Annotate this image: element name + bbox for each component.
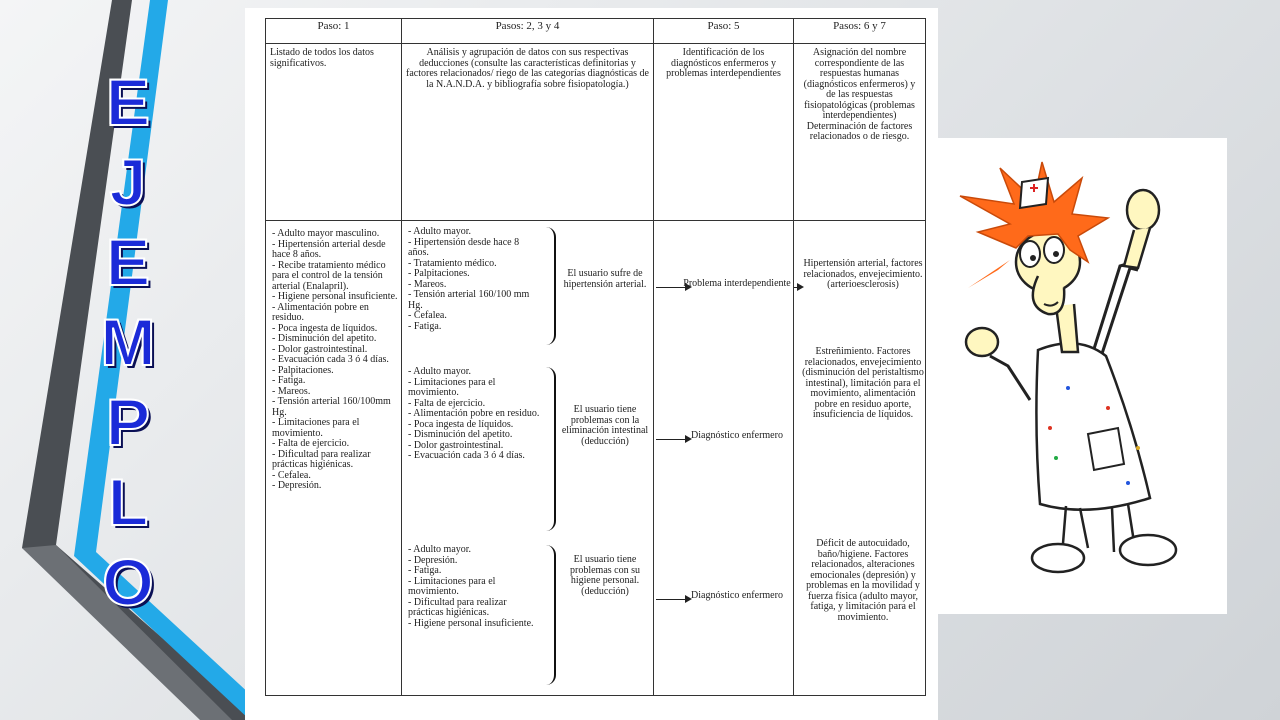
desc-step-1: Listado de todos los datos significativos. (266, 44, 402, 221)
group-items: - Adulto mayor. - Hipertensión desde hace 8 años. - Tratamiento médico. - Palpitaciones. - Mareos. - Tensión arterial 160/100 mm Hg. - Cefalea. - Fatiga. (408, 226, 530, 332)
header-steps-2-4: Pasos: 2, 3 y 4 (402, 19, 654, 44)
group-deduction: El usuario sufre de hipertensión arterial. (563, 268, 647, 290)
vertical-title (88, 62, 168, 622)
group-deduction: El usuario tiene problemas con la eliminación intestinal (deducción) (561, 404, 649, 447)
title-letter: L (107, 465, 149, 539)
arrow-right-icon (794, 287, 802, 288)
result-cell (794, 221, 926, 696)
desc-steps-6-7: Asignación del nombre correspondiente de las respuestas humanas (diagnósticos enfermeros) y de las respuestas fisiopatológicas (problemas interdependientes) Determinación de factores relacionados o de riesgo. (794, 44, 926, 221)
brace-icon (544, 367, 556, 531)
title-letter: P (105, 385, 151, 459)
diagnosis-type: Diagnóstico enfermero (691, 590, 783, 601)
diagnosis-type: Diagnóstico enfermero (691, 430, 783, 441)
desc-steps-2-4: Análisis y agrupación de datos con sus respectivas deducciones (consulte las características definitorias y factores relacionados/ riego de las categorías diagnósticas de la N.A.N.D.A. y bibliografía sobre fisiopatología.) (402, 44, 654, 221)
brace-icon (544, 545, 556, 685)
nursing-process-table (265, 18, 926, 696)
group-items: - Adulto mayor. - Depresión. - Fatiga. - Limitaciones para el movimiento. - Dificultad para realizar prácticas higiénicas. - Higiene personal insuficiente. (408, 544, 534, 629)
diagnosis-result: Estreñimiento. Factores relacionados, envejecimiento (disminución del peristaltismo intestinal), limitación para el movimiento, alimentación pobre en residuo aporte, insuficiencia de líquidos. (802, 346, 924, 420)
step1-cell (266, 221, 402, 696)
diagnosis-result: Déficit de autocuidado, baño/higiene. Factores relacionados, alteraciones emocionales (depresión) y problemas en la movilidad y fuerza física (adulto mayor, fatiga, y limitación para el movimiento. (806, 538, 920, 623)
group-items: - Adulto mayor. - Limitaciones para el movimiento. - Falta de ejercicio. - Alimentación pobre en residuo. - Poca ingesta de líquidos. - Disminución del apetito. - Dolor gastrointestinal. - Evacuación cada 3 ó 4 días. (408, 366, 540, 461)
header-steps-6-7: Pasos: 6 y 7 (794, 19, 926, 44)
title-letter: M (100, 305, 156, 379)
diagnosis-type: Problema interdependiente (683, 278, 791, 289)
nurse-cartoon-image (938, 138, 1227, 614)
significant-data-list: - Adulto mayor masculino. - Hipertensión arterial desde hace 8 años. - Recibe tratamiento médico para el control de la tensión arterial (Enalapril). - Higiene personal insuficiente. - Alimentación pobre en residuo. - Poca ingesta de líquidos. - Disminución del apetito. - Dolor gastrointestinal. - Evacuación cada 3 ó 4 días. - Palpitaciones. - Fatiga. - Mareos. - Tensión arterial 160/100mm Hg. - Limitaciones para el movimiento. - Falta de ejercicio. - Dificultad para realizar prácticas higiénicas. - Cefalea. - Depresión. (272, 228, 398, 491)
scanned-table-image (245, 8, 938, 720)
header-step-1: Paso: 1 (266, 19, 402, 44)
diagnosis-cell (654, 221, 794, 696)
diagnosis-result: Hipertensión arterial, factores relacionados, envejecimiento. (arterioesclerosis) (803, 258, 923, 290)
title-letter: O (102, 545, 154, 619)
desc-step-5: Identificación de los diagnósticos enfermeros y problemas interdependientes (654, 44, 794, 221)
title-letter: E (105, 65, 151, 139)
title-letter: J (109, 145, 147, 219)
grouping-cell (402, 221, 654, 696)
nurse-cartoon-icon (938, 138, 1227, 614)
group-deduction: El usuario tiene problemas con su higiene personal. (deducción) (570, 554, 640, 597)
title-letter: E (105, 225, 151, 299)
header-step-5: Paso: 5 (654, 19, 794, 44)
brace-icon (544, 227, 556, 345)
